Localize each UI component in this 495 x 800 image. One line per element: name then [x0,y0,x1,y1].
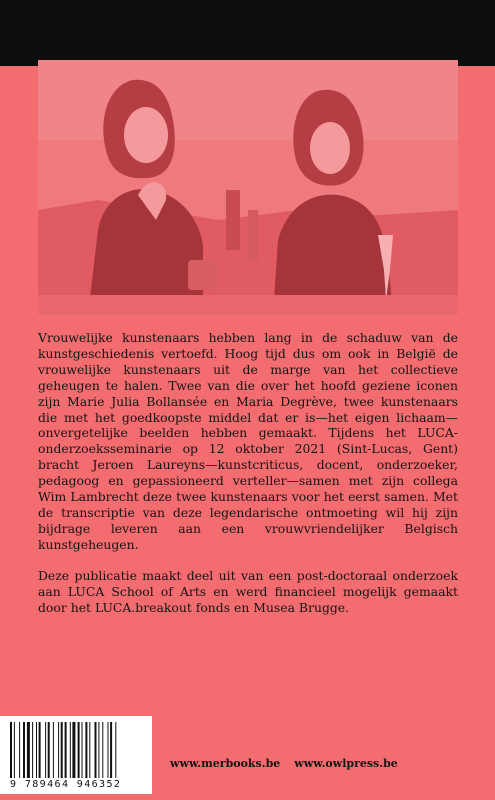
top-black-band [0,0,495,66]
barcode-bars [10,722,144,778]
barcode [0,716,152,794]
back-cover-text [38,330,458,615]
cover-photo [38,60,458,315]
website-owlpress[interactable]: www.owlpress.be [294,757,398,770]
description-paragraph: Vrouwelijke kunstenaars hebben lang in de schaduw van de kunstgeschiedenis vertoefd. Hoog tijd dus om ook in België de vrouwelijke kunstenaars uit de marge van het collectieve geheugen te halen. Twee van die over het hoofd geziene iconen zijn Marie Julia Bollansée en Maria Degrève, twee kunstenaars die met het goedkoopste middel dat er is—het eigen lichaam—onvergetelijke beelden hebben gemaakt. Tijdens het LUCA-onderzoeksseminarie op 12 oktober 2021 (Sint-Lucas, Gent) bracht Jeroen Laureyns—kunstcriticus, docent, onderzoeker, pedagoog en gepassioneerd verteller—samen met zijn collega Wim Lambrecht deze twee kunstenaars voor het eerst samen. Met de transcriptie van deze legendarische ontmoeting wil hij zijn bijdrage leveren aan een vrouwvriendelijker Belgisch kunstgeheugen. [38,330,458,552]
funding-paragraph: Deze publicatie maakt deel uit van een post-doctoraal onderzoek aan LUCA School of Arts en werd financieel mogelijk gemaakt door het LUCA.breakout fonds en Musea Brugge. [38,567,458,615]
website-links [170,757,398,770]
isbn-number: 9 789464 946352 [10,779,122,790]
website-merbooks[interactable]: www.merbooks.be [170,757,281,770]
